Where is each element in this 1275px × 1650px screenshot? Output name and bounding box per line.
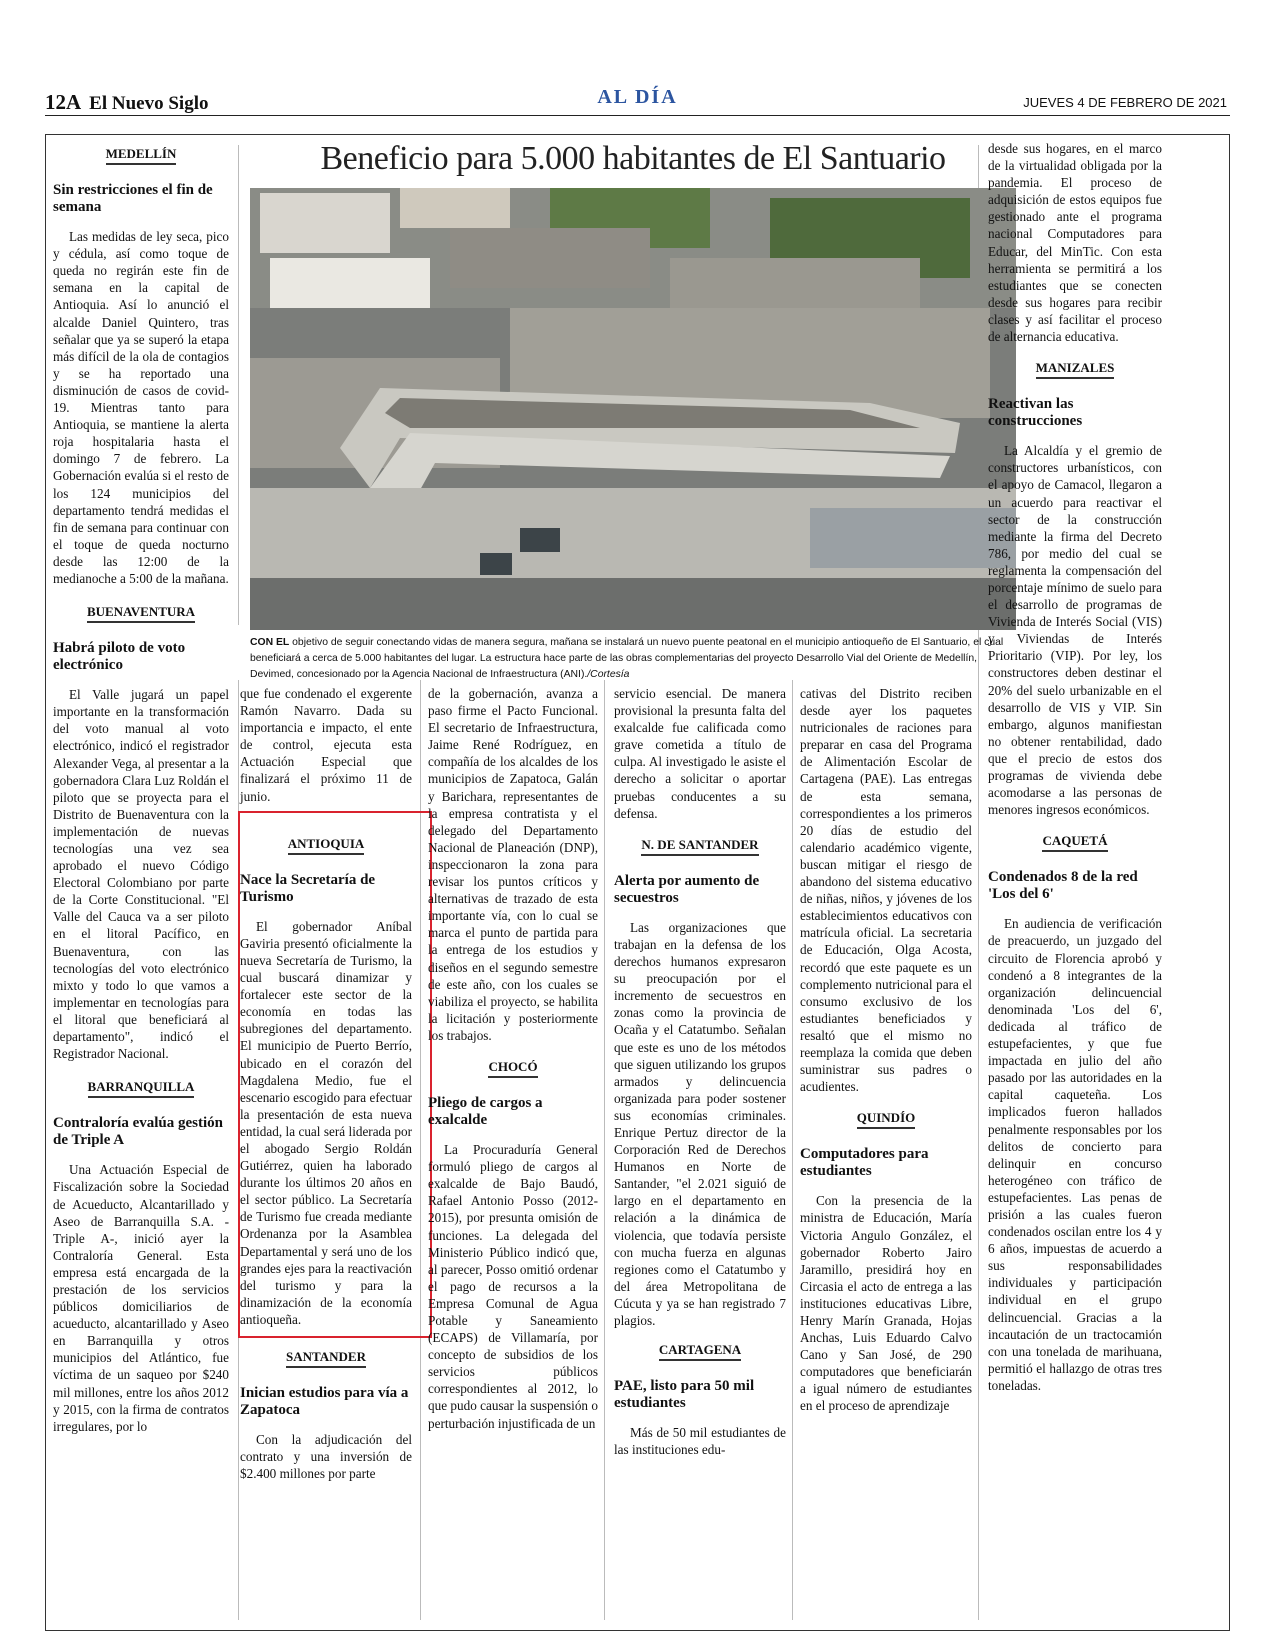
header-rule [45,115,1230,116]
article-continuation: cativas del Distrito reciben desde ayer los paquetes nutricionales de raciones para preparar en casa del Programa de Alimentación Escolar de Cartagena (PAE). Las entregas de esta semana, correspondientes a los primeros 20 días de estudio del calendario académico vigente, buscan mitigar el riesgo de abandono del sistema educativo de niñas, niños, y jóvenes de los establecimientos educativos con matrícula oficial. La secretaria de Educación, Olga Acosta, recordó que este paquete es un complemento nutricional para el consumo exclusivo de los estudiantes beneficiados y resaltó que el mismo no reemplaza la comida que deben suministrar sus padres o acudientes. [800,686,972,1095]
headline-medellin: Sin restricciones el fin de semana [53,182,213,216]
article-body-medellin: Las medidas de ley seca, pico y cédula, así como toque de queda no regirán este fin de semana en la capital de Antioquia. Así lo anunció el alcalde Daniel Quintero, tras señalar que ya se superó la etapa más difícil de la ola de contagios y se ha reportado una disminución de casos de covid-19. Mientras tanto para Antioquia, se mantiene la alerta roja hospitalaria hasta el domingo 7 de febrero. La Gobernación evalúa si el resto de los 124 municipios del departamento tendrá medidas el fin de semana para continuar con el toque de queda nocturno desde las 12:00 de la medianoche a 5:00 de la mañana. [53,229,229,586]
headline-barranquilla: Contraloría evalúa gestión de Triple A [53,1115,223,1149]
headline-buenaventura: Habrá piloto de voto electrónico [53,640,186,674]
kicker-choco: CHOCÓ [428,1058,598,1075]
article-body-cartagena: Más de 50 mil estudiantes de las instituciones edu- [614,1425,786,1458]
column-6 [988,140,1162,1394]
kicker-manizales: MANIZALES [988,359,1162,376]
article-body-quindio: Con la presencia de la ministra de Educación, María Victoria Angulo González, el gobernador Roberto Jairo Jaramillo, presidirá hoy en Circasia el acto de entrega a las instituciones educativas Libre, Henry Marín Granada, Hojas Anchas, Luis Eduardo Calvo Cano y San José, de 290 computadores que beneficiarán a igual número de estudiantes en el proceso de aprendizaje [800,1193,972,1414]
main-headline: Beneficio para 5.000 habitantes de El Santuario [320,140,946,177]
column-3 [428,685,598,1432]
photo-credit: /Cortesía [587,669,630,680]
article-body-norte-de-santander: Las organizaciones que trabajan en la defensa de los derechos humanos expresaron su preocupación por el incremento de secuestros en zonas como la provincia de Ocaña y el Catatumbo. Señalan que este es uno de los métodos que siguen utilizando los grupos armados y delincuencia organizada para poder sostener sus economías criminales. Enrique Pertuz director de la Corporación Red de Derechos Humanos en Norte de Santander, "el 2.021 siguió de largo en el departamento en relación a la dinámica de violencia, que todavía persiste con mucha fuerza en algunas regiones como el Catatumbo y del área Metropolitana de Cúcuta y ya se han registrado 7 plagios. [614,919,786,1328]
column-1 [53,145,229,1435]
column-divider [792,680,793,1620]
kicker-caqueta: CAQUETÁ [988,832,1162,849]
headline-cartagena: PAE, listo para 50 mil estudiantes [614,1378,755,1412]
article-body-santander: Con la adjudicación del contrato y una inversión de $2.400 millones por parte [240,1432,412,1482]
caption-lead: CON EL [250,637,290,648]
kicker-buenaventura: BUENAVENTURA [53,603,229,620]
caption-text: objetivo de seguir conectando vidas de manera segura, mañana se instalará un nuevo puente peatonal en el municipio antioqueño de El Santuario, el cual beneficiará a cerca de 5.000 habitantes del lugar. La estructura hace parte de las obras complementarias del proyecto Desarrollo Vial del Oriente de Medellín, Devimed, concesionado por la Agencia Nacional de Infraestructura (ANI). [250,637,1004,680]
issue-date: JUEVES 4 DE FEBRERO DE 2021 [1023,95,1227,110]
column-divider [238,145,239,625]
article-continuation: servicio esencial. De manera provisional la presunta falta del exalcalde fue calificada como grave cometida a título de culpa. Al investigado le asiste el derecho a solicitar o aportar pruebas conducentes a su defensa. [614,686,786,821]
article-continuation: que fue condenado el exgerente Ramón Navarro. Dada su importancia e impacto, el ente de control, ejecuta esta Actuación Especial que finalizará el próximo 11 de junio. [240,686,412,804]
kicker-cartagena: CARTAGENA [614,1341,786,1358]
headline-manizales: Reactivan las construcciones [988,396,1083,430]
article-body-manizales: La Alcaldía y el gremio de constructores urbanísticos, con el apoyo de Camacol, llegaron a un acuerdo para reactivar el sector de la construcción mediante la firma del Decreto 786, por medio del cual se reglamenta la compensación del porcentaje mínimo de suelo para el desarrollo de programas de Vivienda de Interés Social (VIS) y Viviendas de Interés Prioritario (VIP). Por ley, los constructores deben destinar el 20% del suelo urbanizable en el desarrollo de VIS y VIP. Sin embargo, algunos manifiestan no obtener rentabilidad, dado que el precio de estos dos programas de vivienda debe acomodarse a las personas de menores ingresos económicos. [988,443,1162,818]
headline-santander: Inician estudios para vía a Zapatoca [240,1385,409,1419]
article-body-caqueta: En audiencia de verificación de preacuerdo, un juzgado del circuito de Florencia aprobó y condenó a 8 integrantes de la organización delincuencial denominada 'Los del 6', dedicada al tráfico de estupefacientes, y que fue impactada en julio del año pasado por las autoridades en la capital caqueteña. Los implicados fueron hallados penalmente responsables por los delitos de concierto para delinquir en concurso heterogéneo con tráfico de estupefacientes. Las penas de prisión a las cuales fueron condenados oscilan entre los 4 y 6 años, impuestas de acuerdo a sus responsabilidades individuales y participación individual en el grupo delincuencial. Gracias a la incautación de un tractocamión con una tonelada de marihuana, permitió el hallazgo de otras tres toneladas. [988,916,1162,1393]
kicker-santander: SANTANDER [240,1348,412,1365]
pedestrian-bridge-image [250,188,1016,630]
kicker-quindio: QUINDÍO [800,1109,972,1126]
kicker-antioquia: ANTIOQUIA [240,835,412,852]
bridge-photo [250,188,1016,630]
section-name: AL DÍA [597,86,678,108]
kicker-norte-de-santander: N. DE SANTANDER [614,836,786,853]
column-divider [604,680,605,1620]
newspaper-name: El Nuevo Siglo [89,93,209,114]
column-4 [614,685,786,1458]
headline-caqueta: Condenados 8 de la red 'Los del 6' [988,869,1138,903]
headline-antioquia: Nace la Secretaría de Turismo [240,871,376,905]
headline-quindio: Computadores para estudiantes [800,1146,929,1180]
article-body-antioquia: El gobernador Aníbal Gaviria presentó oficialmente la nueva Secretaría de Turismo, la cual buscará dinamizar y fortalecer este sector de la economía en todas las subregiones del departamento. El municipio de Puerto Berrío, ubicado en el corazón del Magdalena Medio, fue el escenario escogido para efectuar la presentación de esta nueva entidad, la cual será liderada por el abogado Sergio Roldán Gutiérrez, quien ha laborado durante los últimos 20 años en el sector público. La Secretaría de Turismo fue creada mediante Ordenanza por la Asamblea Departamental y será uno de los grandes ejes para la reactivación del turismo y para la dinamización de la economía antioqueña. [240,918,412,1327]
kicker-barranquilla: BARRANQUILLA [53,1078,229,1095]
photo-caption [250,635,1016,683]
highlight-box [238,811,432,1338]
article-continuation: de la gobernación, avanza a paso firme el Pacto Funcional. El secretario de Infraestructura, Jaime René Rodríguez, en compañía de los alcaldes de los municipios de Zapatoca, Galán y Barichara, representantes de la empresa contratista y el delegado del Departamento Nacional de Planeación (DNP), inspeccionaron la zona para revisar los puntos críticos y alternativas de trazado de esta importante vía, con lo cual se marca el punto de partida para la entrega de los estudios y diseños en el segundo semestre de este año, con los cuales se viabiliza el proyecto, se habilita la licitación y posteriormente los trabajos. [428,686,598,1043]
article-continuation: desde sus hogares, en el marco de la virtualidad obligada por la pandemia. El proceso de adquisición de estos equipos fue gestionado ante el programa nacional Computadores para Educar, del MinTic. Con esta herramienta se permitirá a los estudiantes que se conecten desde sus hogares para recibir clases y así facilitar el proceso de alternancia educativa. [988,141,1162,345]
article-body-buenaventura: El Valle jugará un papel importante en la transformación del voto manual al voto electrónico, indicó el registrador Alexander Vega, al presentar a la gobernadora Clara Luz Roldán el piloto que se proyecta para el Distrito de Buenaventura con la implementación de nuevas tecnologías una vez sea aprobado el nuevo Código Electoral Colombiano por parte de la Corte Constitucional. "El Valle del Cauca va a ser piloto en el litoral Pacífico, en Buenaventura, con las tecnologías del voto electrónico mixto y todo lo que vamos a implementar en tecnologías para el litoral que beneficiará al departamento", indicó el Registrador Nacional. [53,687,229,1062]
headline-norte-de-santander: Alerta por aumento de secuestros [614,872,760,906]
kicker-medellin: MEDELLÍN [53,145,229,162]
column-5 [800,685,972,1415]
article-body-barranquilla: Una Actuación Especial de Fiscalización sobre la Sociedad de Acueducto, Alcantarillado y Aseo de Barranquilla S.A. -Triple A-, inició ayer la Contraloría General. Esta empresa está encargada de la prestación de los servicios públicos domiciliarios de acueducto, alcantarillado y Aseo en Barranquilla y otros municipios del Atlántico, fue víctima de un saqueo por $240 mil millones, entre los años 2012 y 2015, con la firma de contratos irregulares, por lo [53,1162,229,1434]
page-number: 12A [45,90,82,114]
headline-choco: Pliego de cargos a exalcalde [428,1095,543,1129]
article-body-choco: La Procuraduría General formuló pliego de cargos al exalcalde de Bajo Baudó, Rafael Antonio Posso (2012-2015), por presunta omisión de funciones. La delegada del Ministerio Público indicó que, al parecer, Posso omitió ordenar el pago de recursos a la Empresa Comunal de Agua Potable y Saneamiento (ECAPS) de Villamaría, por concepto de subsidios de los servicios públicos correspondientes al 2012, lo que pudo causar la suspensión o perturbación injustificada de un [428,1142,598,1431]
